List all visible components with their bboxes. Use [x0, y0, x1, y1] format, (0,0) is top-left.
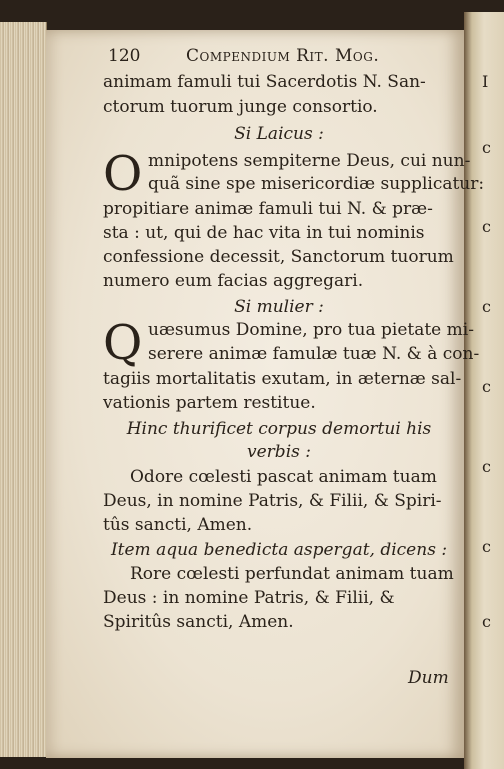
rubric-laicus: Si Laicus : — [234, 124, 324, 144]
page-number: 120 — [108, 46, 141, 66]
text-line: ctorum tuorum junge consortio. — [103, 97, 378, 117]
text-line: tagiis mortalitatis exutam, in æternæ sal- — [103, 369, 462, 389]
text-line: Odore cœlesti pascat animam tuam — [130, 467, 437, 487]
text-line: Deus : in nomine Patris, & Filii, & — [103, 588, 395, 608]
text-line: quã sine spe misericordiæ supplicatur: — [148, 174, 485, 194]
drop-cap: O — [103, 146, 143, 202]
rubric-aqua: Item aqua benedicta aspergat, dicens : — [110, 540, 448, 560]
text-line: Rore cœlesti perfundat animam tuam — [130, 564, 454, 584]
text-line: animam famuli tui Sacerdotis N. San- — [103, 72, 426, 92]
text-line: sta : ut, qui de hac vita in tui nominis — [103, 223, 425, 243]
running-title: Compendium Rit. Mog. — [186, 46, 380, 66]
text-line: numero eum facias aggregari. — [103, 271, 364, 291]
page-edges — [0, 22, 47, 757]
text-line: tûs sancti, Amen. — [103, 515, 253, 535]
text-line: mnipotens sempiterne Deus, cui nun- — [148, 151, 471, 171]
rubric-thurificet: Hinc thurificet corpus demortui his — [126, 419, 432, 439]
catchword: Dum — [408, 668, 449, 688]
text-line: confessione decessit, Sanctorum tuorum — [103, 247, 454, 267]
drop-cap: Q — [103, 315, 143, 371]
rubric-mulier: Si mulier : — [234, 297, 324, 317]
rubric-thurificet: verbis : — [247, 442, 311, 462]
text-line: Spiritûs sancti, Amen. — [103, 612, 294, 632]
text-line: uæsumus Domine, pro tua pietate mi- — [148, 320, 474, 340]
facing-page-edge: I c c c c c c c — [464, 12, 504, 769]
text-line: vationis partem restitue. — [103, 393, 316, 413]
text-line: Deus, in nomine Patris, & Filii, & Spiri- — [103, 491, 442, 511]
text-line: propitiare animæ famuli tui N. & præ- — [103, 199, 433, 219]
text-line: serere animæ famulæ tuæ N. & à con- — [148, 344, 480, 364]
